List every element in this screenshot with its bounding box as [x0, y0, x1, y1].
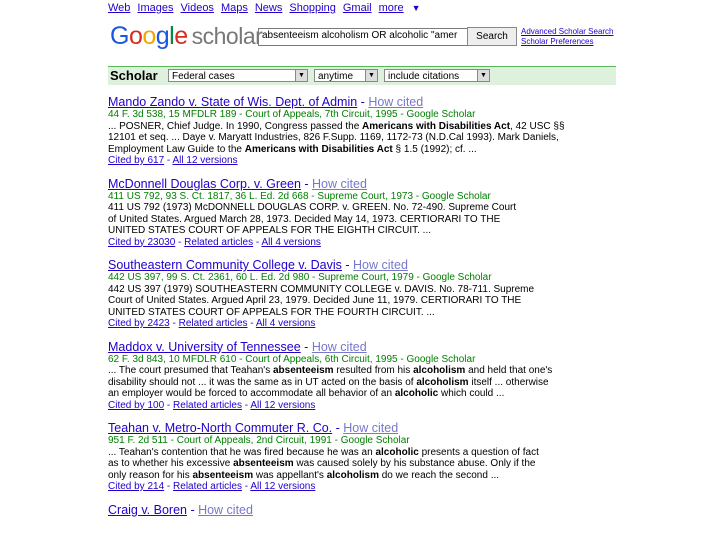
result-link[interactable]: All 4 versions: [255, 318, 316, 329]
result-item: [108, 95, 608, 167]
result-snippet-line: 442 US 397 (1979) SOUTHEASTERN COMMUNITY COLLEGE v. DAVIS. No. 78-711. Supreme: [108, 283, 535, 295]
time-select[interactable]: [314, 69, 378, 82]
result-title-line: Southeastern Community College v. Davis - How cited: [108, 258, 408, 272]
result-title-link[interactable]: Southeastern Community College v. Davis: [108, 258, 342, 272]
result-item: [108, 177, 608, 249]
result-snippet-line: only reason for his absenteeism was appellant's alcoholism do we reach the second ...: [108, 469, 500, 481]
chevron-down-icon: ▼: [365, 70, 377, 81]
nav-link-shopping[interactable]: Shopping: [289, 2, 336, 14]
result-link[interactable]: All 4 versions: [261, 236, 321, 248]
result-snippet-line: ... Teahan's contention that he was fired because he was an alcoholic presents a question of fact: [108, 446, 539, 458]
nav-link-more[interactable]: more: [378, 2, 404, 14]
result-link[interactable]: Cited by 617: [108, 155, 165, 166]
nav-link-web[interactable]: Web: [108, 2, 131, 14]
result-title-link[interactable]: Craig v. Boren: [108, 502, 187, 517]
result-link[interactable]: All 12 versions: [250, 399, 316, 411]
result-item: [108, 340, 608, 412]
result-title-line: Teahan v. Metro-North Commuter R. Co. - How cited: [108, 421, 399, 435]
result-title-link[interactable]: Mando Zando v. State of Wis. Dept. of Admin: [108, 95, 358, 109]
logo-scholar-text: scholar: [191, 23, 263, 49]
result-links: Cited by 617 - All 12 versions: [108, 155, 238, 166]
nav-link-videos[interactable]: Videos: [180, 2, 214, 14]
result-title-line: Maddox v. University of Tennessee - How cited: [108, 339, 367, 354]
result-snippet-line: Court of United States. Argued April 23, 1979. Decided June 11, 1979. CERTIORARI TO THE: [108, 295, 522, 306]
result-item: [108, 503, 608, 517]
chevron-down-icon: ▼: [295, 70, 307, 81]
scholar-preferences-link[interactable]: Scholar Preferences: [521, 37, 594, 46]
result-source: 44 F. 3d 538, 15 MFDLR 189 - Court of Appeals, 7th Circuit, 1995 - Google Scholar: [108, 109, 476, 120]
result-title-line: Mando Zando v. State of Wis. Dept. of Admin - How cited: [108, 95, 424, 109]
result-snippet-line: Employment Law Guide to the Americans with Disabilities Act § 1.5 (1992); cf. ...: [108, 143, 477, 155]
result-snippet-line: 12101 et seq. ... Daye v. Maryatt Industries, 826 F.Supp. 1169, 1172-73 (N.D.Cal 1993). Mark Daniels,: [108, 132, 559, 143]
scholar-bar: [108, 66, 616, 85]
nav-link-images[interactable]: Images: [137, 2, 174, 14]
result-link[interactable]: All 12 versions: [250, 481, 316, 492]
result-title-line: Craig v. Boren - How cited: [108, 502, 253, 517]
how-cited-link[interactable]: How cited: [368, 95, 424, 109]
result-title-line: McDonnell Douglas Corp. v. Green - How cited: [108, 176, 367, 191]
result-snippet-line: UNITED STATES COURT OF APPEALS FOR THE FOURTH CIRCUIT. ...: [108, 306, 435, 318]
result-snippet-line: UNITED STATES COURT OF APPEALS FOR THE EIGHTH CIRCUIT. ...: [108, 225, 432, 236]
result-snippet-line: an employer would be forced to accommodate all behavior of an alcoholic which could ...: [108, 388, 505, 399]
result-links: Cited by 214 - Related articles - All 12 versions: [108, 481, 316, 492]
how-cited-link[interactable]: How cited: [343, 421, 399, 435]
result-link[interactable]: Cited by 2423: [108, 318, 170, 329]
how-cited-link[interactable]: How cited: [312, 176, 367, 191]
how-cited-link[interactable]: How cited: [198, 502, 253, 517]
scholar-label: Scholar: [110, 68, 158, 83]
result-link[interactable]: Related articles: [173, 481, 242, 492]
result-snippet-line: ... The court presumed that Teahan's absenteeism resulted from his alcoholism and held that one's: [108, 365, 553, 376]
result-link[interactable]: All 12 versions: [172, 155, 238, 166]
time-select-value: anytime: [318, 71, 354, 82]
result-item: [108, 258, 608, 330]
result-links: Cited by 23030 - Related articles - All 4 versions: [108, 236, 321, 248]
result-link[interactable]: Related articles: [184, 236, 254, 248]
result-link[interactable]: Cited by 23030: [108, 236, 176, 248]
nav-link-news[interactable]: News: [254, 2, 283, 14]
nav-link-gmail[interactable]: Gmail: [342, 2, 372, 14]
google-scholar-logo[interactable]: Google scholar: [110, 22, 263, 50]
result-link[interactable]: Cited by 100: [108, 399, 165, 411]
result-snippet-line: as to whether his excessive absenteeism was caused solely by his substance abuse. Only if the: [108, 458, 536, 469]
result-title-link[interactable]: McDonnell Douglas Corp. v. Green: [108, 176, 301, 191]
caret-down-icon[interactable]: ▼: [411, 3, 421, 13]
result-source: 442 US 397, 99 S. Ct. 2361, 60 L. Ed. 2d 980 - Supreme Court, 1979 - Google Scholar: [108, 272, 492, 283]
result-link[interactable]: Related articles: [173, 399, 242, 411]
result-source: 411 US 792, 93 S. Ct. 1817, 36 L. Ed. 2d 668 - Supreme Court, 1973 - Google Scholar: [108, 190, 491, 202]
how-cited-link[interactable]: How cited: [311, 339, 367, 354]
search-button[interactable]: Search: [467, 27, 517, 46]
court-select-value: Federal cases: [172, 71, 235, 82]
advanced-links: [521, 27, 614, 47]
citations-select[interactable]: [384, 69, 490, 82]
result-link[interactable]: Cited by 214: [108, 481, 165, 492]
court-select[interactable]: [168, 69, 308, 82]
result-snippet-line: disability should not ... it was the same as in UT acted on the basis of alcoholism itself ... otherwise: [108, 376, 549, 388]
chevron-down-icon: ▼: [477, 70, 489, 81]
citations-select-value: include citations: [388, 71, 460, 82]
result-link[interactable]: Related articles: [178, 318, 248, 329]
result-snippet-line: 411 US 792 (1973) McDONNELL DOUGLAS CORP. v. GREEN. No. 72-490. Supreme Court: [108, 202, 517, 213]
result-title-link[interactable]: Maddox v. University of Tennessee: [108, 339, 301, 354]
nav-link-maps[interactable]: Maps: [220, 2, 248, 14]
advanced-search-link[interactable]: Advanced Scholar Search: [521, 27, 614, 36]
result-snippet-line: of United States. Argued March 28, 1973. Decided May 14, 1973. CERTIORARI TO THE: [108, 213, 501, 225]
how-cited-link[interactable]: How cited: [353, 258, 408, 272]
result-snippet-line: ... POSNER, Chief Judge. In 1990, Congress passed the Americans with Disabilities Act, 42 USC §§: [108, 120, 565, 132]
top-nav: [108, 2, 428, 14]
result-links: Cited by 2423 - Related articles - All 4 versions: [108, 318, 316, 329]
result-title-link[interactable]: Teahan v. Metro-North Commuter R. Co.: [108, 421, 333, 435]
results-list: [108, 95, 608, 527]
search-input[interactable]: absenteeism alcoholism OR alcoholic "amer: [258, 28, 468, 46]
result-item: [108, 421, 608, 493]
result-source: 62 F. 3d 843, 10 MFDLR 610 - Court of Appeals, 6th Circuit, 1995 - Google Scholar: [108, 353, 476, 365]
result-source: 951 F. 2d 511 - Court of Appeals, 2nd Circuit, 1991 - Google Scholar: [108, 435, 410, 446]
result-links: Cited by 100 - Related articles - All 12 versions: [108, 399, 316, 411]
